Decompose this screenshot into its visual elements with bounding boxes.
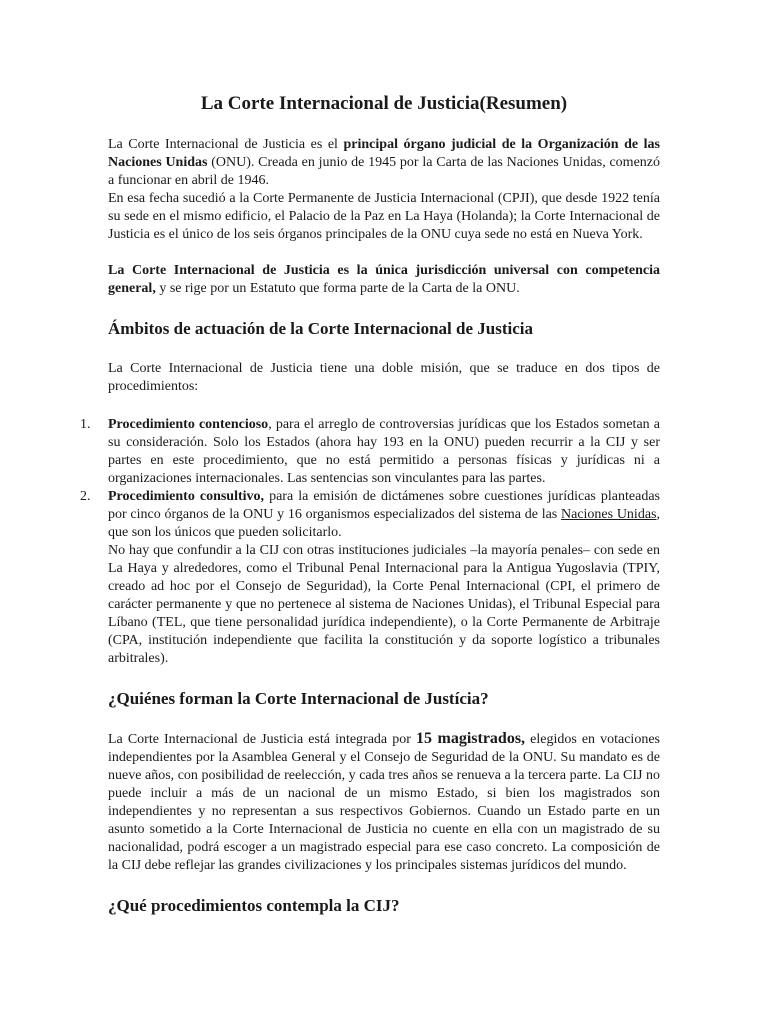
intro-bold-text: La Corte Internacional de Justicia es la única jurisdicción universal con competencia general, (108, 263, 660, 296)
list-item-text: , para el arreglo de controversias jurídicas que los Estados sometan a su consideración. Solo los Estados (ahora hay 193 en la ONU) pueden recurrir a la CIJ y ser partes en este procedimiento, que no está permitido a personas físicas y jurídicas ni a organizaciones internacionales. Las sentencias son vinculantes para las partes. (108, 417, 661, 486)
section2-text: La Corte Internacional de Justicia está integrada por (108, 732, 416, 747)
intro-paragraph-1 (108, 136, 660, 190)
list-item (80, 488, 660, 668)
intro-text: La Corte Internacional de Justicia es el (108, 137, 344, 152)
list-item-bold: Procedimiento consultivo, (108, 489, 265, 504)
procedure-list (80, 416, 661, 668)
intro-bold-text: principal órgano judicial de la Organización de las Naciones Unidas (108, 137, 660, 170)
intro-paragraph-2: En esa fecha sucedió a la Corte Permanente de Justicia Internacional (CPJI), que desde 1922 tenía su sede en el mismo edificio, el Palacio de la Paz en La Haya (Holanda); la Corte Internacional de Justicia es el único de los seis órganos principales de la ONU cuya sede no está en Nueva York. (108, 191, 660, 242)
list-item (80, 416, 661, 488)
intro-text: y se rige por un Estatuto que forma parte de la Carta de la ONU. (155, 281, 520, 296)
intro-paragraph-3 (108, 262, 660, 298)
section2-bold-text: 15 magistrados, (415, 730, 526, 747)
list-number: 1. (80, 417, 91, 432)
section1-intro: La Corte Internacional de Justicia tiene una doble misión, que se traduce en dos tipos de procedimientos: (108, 361, 660, 394)
section-heading-ambitos: Ámbitos de actuación de la Corte Internacional de Justicia (108, 319, 533, 338)
document-title: La Corte Internacional de Justicia(Resumen) (200, 93, 568, 114)
section-heading-procedimientos: ¿Qué procedimientos contempla la CIJ? (108, 896, 400, 915)
list-item-extra-paragraph: No hay que confundir a la CIJ con otras instituciones judiciales –la mayoría penales– con sede en La Haya y alrededores, como el Tribunal Penal Internacional para la Antigua Yugoslavia (TPIY, creado ad hoc por el Consejo de Seguridad), la Corte Penal Internacional (CPI, el primero de carácter permanente y que no pertenece al sistema de Naciones Unidas), el Tribunal Especial para Líbano (TEL, que tiene personalidad jurídica independiente), o la Corte Permanente de Arbitraje (CPA, institución independiente que facilita la constitución y da soporte logístico a tribunales arbitrales). (108, 543, 660, 666)
intro-text: (ONU). Creada en junio de 1945 por la Carta de las Naciones Unidas, comenzó a funcionar en abril de 1946. (108, 155, 660, 188)
list-item-text: para la emisión de dictámenes sobre cuestiones jurídicas planteadas por cinco órganos de la ONU y 16 organismos especializados del sistema de las (108, 489, 660, 522)
naciones-unidas-link[interactable]: Naciones Unidas (561, 507, 657, 522)
section2-text: elegidos en votaciones independientes por la Asamblea General y el Consejo de Seguridad de la ONU. Su mandato es de nueve años, con posibilidad de reelección, y cada tres años se renueva a la tercera parte. La CIJ no puede incluir a más de un nacional de un mismo Estado, si bien los magistrados son independientes y no representan a sus respectivos Gobiernos. Cuando un Estado parte en un asunto sometido a la Corte Internacional de Justicia no cuente en ella con un magistrado de su nacionalidad, podrá escoger a un magistrado especial para ese caso concreto. La composición de la CIJ debe reflejar las grandes civilizaciones y los principales sistemas jurídicos del mundo. (108, 732, 660, 873)
section-heading-quienes: ¿Quiénes forman la Corte Internacional de Justícia? (108, 689, 489, 708)
list-item-bold: Procedimiento contencioso (108, 417, 269, 432)
section2-paragraph (108, 730, 660, 875)
list-item-text: , que son los únicos que pueden solicitarlo. (108, 507, 660, 540)
list-number: 2. (80, 489, 91, 504)
